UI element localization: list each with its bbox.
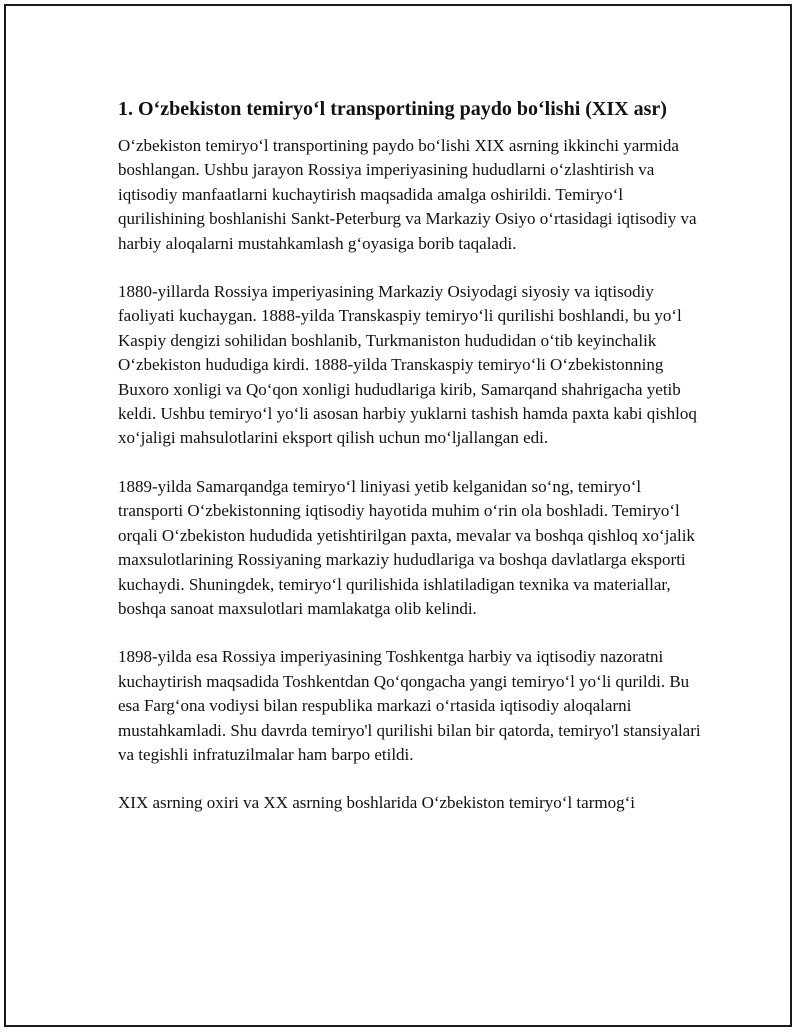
- document-body: [118, 94, 704, 840]
- paragraph-2: 1880-yillarda Rossiya imperiyasining Markaziy Osiyodagi siyosiy va iqtisodiy faoliyati kuchaygan. 1888-yilda Transkaspiy temiryo‘li qurilishi boshlandi, bu yo‘l Kaspiy dengizi sohilidan boshlanib, Turkmaniston hududidan o‘tib keyinchalik O‘zbekiston hududiga kirdi. 1888-yilda Transkaspiy temiryo‘li O‘zbekistonning Buxoro xonligi va Qo‘qon xonligi hududlariga kirib, Samarqand shahrigacha yetib keldi. Ushbu temiryo‘l yo‘li asosan harbiy yuklarni tashish hamda paxta kabi qishloq xo‘jaligi mahsulotlarini eksport qilish uchun mo‘ljallangan edi.: [118, 282, 697, 448]
- paragraph-4: 1898-yilda esa Rossiya imperiyasining Toshkentga harbiy va iqtisodiy nazoratni kuchaytirish maqsadida Toshkentdan Qo‘qongacha yangi temiryo‘l yo‘li qurildi. Bu esa Farg‘ona vodiysi bilan respublika markazi o‘rtasida iqtisodiy aloqalarni mustahkamladi. Shu davrda temiryo'l qurilishi bilan bir qatorda, temiryo'l stansiyalari va tegishli infratuzilmalar ham barpo etildi.: [118, 647, 701, 764]
- paragraph-3: 1889-yilda Samarqandga temiryo‘l liniyasi yetib kelganidan so‘ng, temiryo‘l transporti O‘zbekistonning iqtisodiy hayotida muhim o‘rin ola boshladi. Temiryo‘l orqali O‘zbekiston hududida yetishtirilgan paxta, mevalar va boshqa qishloq xo‘jalik maxsulotlarining Rossiyaning markaziy hududlariga va boshqa davlatlarga eksporti kuchaydi. Shuningdek, temiryo‘l qurilishida ishlatiladigan texnika va materiallar, boshqa sanoat maxsulotlari mamlakatga olib kelindi.: [118, 476, 695, 618]
- paragraph-5: XIX asrning oxiri va XX asrning boshlarida O‘zbekiston temiryo‘l tarmog‘i: [118, 793, 635, 813]
- section-heading: 1. O‘zbekiston temiryo‘l transportining paydo bo‘lishi (XIX asr): [118, 98, 667, 120]
- paragraph-1: O‘zbekiston temiryo‘l transportining paydo bo‘lishi XIX asrning ikkinchi yarmida boshlangan. Ushbu jarayon Rossiya imperiyasining hududlarni o‘zlashtirish va iqtisodiy manfaatlarni kuchaytirish maqsadida amalga oshirildi. Temiryo‘l qurilishining boshlanishi Sankt-Peterburg va Markaziy Osiyo o‘rtasidagi iqtisodiy va harbiy aloqalarni mustahkamlash g‘oyasiga borib taqaladi.: [118, 136, 697, 253]
